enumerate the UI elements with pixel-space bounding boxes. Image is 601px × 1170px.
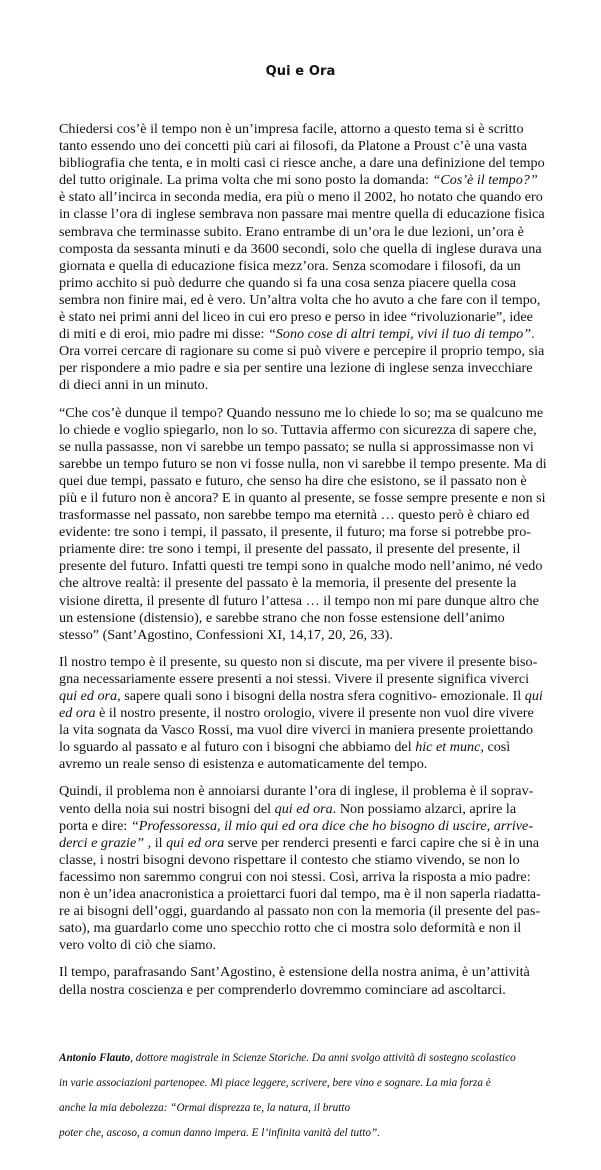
paragraph-4-italic-2: “Professoressa, il mio qui ed ora dice che ho bisogno di uscire, arrive-derci e grazie” [59, 817, 534, 851]
author-name: Antonio Flauto [59, 1052, 131, 1064]
paragraph-3-text-b: sapere quali sono i bisogni della nostra sfera cognitivo- emozionale. Il [120, 688, 525, 704]
paragraph-4-text-d: serve per renderci presenti e farci capire che si è in una classe, i nostri bisogni devono rispettare il contesto che stiamo vivendo, se non lo facessimo non saremmo congrui con noi stessi. Così, arriva la risposta a mio padre: non è un’idea anacronistica a proiettarci fuori dal tempo, ma è il non saperla riadatta-re ai bisogni dell’oggi, guardando al passato non con la memoria (il presente del pas-sato), ma guardarlo come uno specchio rotto che ci mostra solo deformità e non il vero volto di ciò che siamo. [59, 834, 541, 954]
paragraph-3-text-a: Il nostro tempo è il presente, su questo non si discute, ma per vivere il presente biso-gna necessariamente essere presenti a noi stessi. Vivere il presente significa viverci [59, 653, 538, 687]
paragraph-1-text-a: Chiedersi cos’è il tempo non è un’impresa facile, attorno a questo tema si è scritto tanto essendo uno dei concetti più cari ai filosofi, da Platone a Proust c’è una vasta bibliografia che tenta, e in molti casi ci riesce anche, a dare una definizione del tempo del tutto originale. La prima volta che mi sono posto la domanda: [59, 121, 545, 189]
paragraph-4-text-a: Quindi, il problema non è annoiarsi durante l’ora di inglese, il problema è il soprav-vento della noia sui nostri bisogni del [59, 783, 534, 817]
bio-line-4: poter che, ascoso, a comun danno impera. E l’infinita vanità del tutto”. [59, 1127, 380, 1139]
paragraph-3 [59, 654, 547, 774]
article-title: Qui e Ora [265, 64, 336, 79]
bio-line-1 [59, 1046, 559, 1071]
paragraph-3-italic-2: qui ed ora [59, 688, 543, 722]
paragraph-4-italic-1: qui ed ora [274, 800, 333, 817]
paragraph-4-text-b: . Non possiamo alzarci, aprire la porta e dire: [59, 800, 517, 834]
paragraph-4-text-c: , il [144, 834, 167, 851]
paragraph-5: Il tempo, parafrasando Sant’Agostino, è estensione della nostra anima, è un’attività della nostra coscienza e per comprenderlo dovremmo cominciare ad ascoltarci. [59, 964, 530, 998]
paragraph-1-quote-1: “Cos’è il tempo?” [432, 172, 538, 189]
paragraph-3-italic-3: hic et munc [415, 739, 481, 756]
paragraph-1-quote-2: “Sono cose di altri tempi, vivi il tuo di tempo” [267, 326, 532, 343]
bio-line-1-text: , dottore magistrale in Scienze Storiche. Da anni svolgo attività di sostegno scolastico [130, 1052, 516, 1064]
bio-line-3: anche la mia debolezza: “Ormai disprezza te, la natura, il brutto [59, 1102, 351, 1114]
paragraph-1 [59, 121, 547, 395]
paragraph-1-text-b: è stato all’incirca in seconda media, era più o meno il 2002, ho notato che quando ero in classe l’ora di inglese sembrava non passare mai mentre quella di educazione fisica sembrava che terminasse subito. Erano entrambe di un’ora le due lezioni, un’ora è composta da sessanta minuti e da 3600 secondi, solo che quella di inglese durava una giornata e quella di educazione fisica mezz’ora. Senza scomodare i filosofi, da un primo acchito si può dedurre che quando si fa una cosa senza piacere quella cosa sembra non finire mai, ed è vero. Un’altra volta che ho avuto a che fare con il tempo, è stato nei primi anni del liceo in cui ero preso e perso in idee “rivoluzionarie”, idee di miti e di eroi, mio padre mi disse: [59, 189, 545, 343]
article-body [59, 121, 547, 1009]
paragraph-4-italic-3: qui ed ora [166, 834, 225, 851]
paragraph-3-italic-1: qui ed ora, [59, 688, 121, 704]
author-bio [59, 1046, 559, 1146]
bio-line-2: in varie associazioni partenopee. Mi piace leggere, scrivere, bere vino e sognare. La mia forza è [59, 1077, 491, 1089]
paragraph-3-text-c: è il nostro presente, il nostro orologio, vivere il presente non vuol dire vivere la vita sognata da Vasco Rossi, ma vuol dire viverci in maniera presente proiettando lo sguardo al passato e al futuro con i bisogni che abbiamo del [59, 705, 534, 756]
paragraph-1-text-c: . Ora vorrei cercare di ragionare su come si può vivere e percepire il proprio tempo, sia per rispondere a mio padre e sia per sentire una lezione di inglese senza invecchiare di dieci anni in un minuto. [59, 326, 545, 394]
paragraph-3-text-d: , così avremo un reale senso di esistenza e automaticamente del tempo. [59, 739, 511, 773]
paragraph-2-augustine-quote: “Che cos’è dunque il tempo? Quando nessuno me lo chiede lo so; ma se qualcuno me lo chiede e voglio spiegarlo, non lo so. Tuttavia affermo con sicurezza di sapere che, se nulla passasse, non vi sarebbe un tempo passato; se nulla si approssimasse non vi sarebbe un tempo futuro se non vi fosse nulla, non vi sarebbe il tempo presente. Ma di quei due tempi, passato e futuro, che senso ha dire che esistono, se il passato non è più e il futuro non è ancora? E in quanto al presente, se fosse sempre presente e non si trasformasse nel passato, non sarebbe tempo ma eternità … questo però è chiaro ed evidente: tre sono i tempi, il passato, il presente, il futuro; ma forse si potrebbe pro-priamente dire: tre sono i tempi, il presente del passato, il presente del presente, il presente del futuro. Infatti questi tre tempi sono in qualche modo nell’animo, né vedo che altrove realtà: il presente del passato è la memoria, il presente del presente la visione diretta, il presente dl futuro l’attesa … il tempo non mi pare dunque altro che un estensione (distensio), e sarebbe strano che non fosse estensione dell’animo stesso” (Sant’Agostino, Confessioni XI, 14,17, 20, 26, 33). [59, 404, 547, 643]
paragraph-4 [59, 783, 547, 954]
